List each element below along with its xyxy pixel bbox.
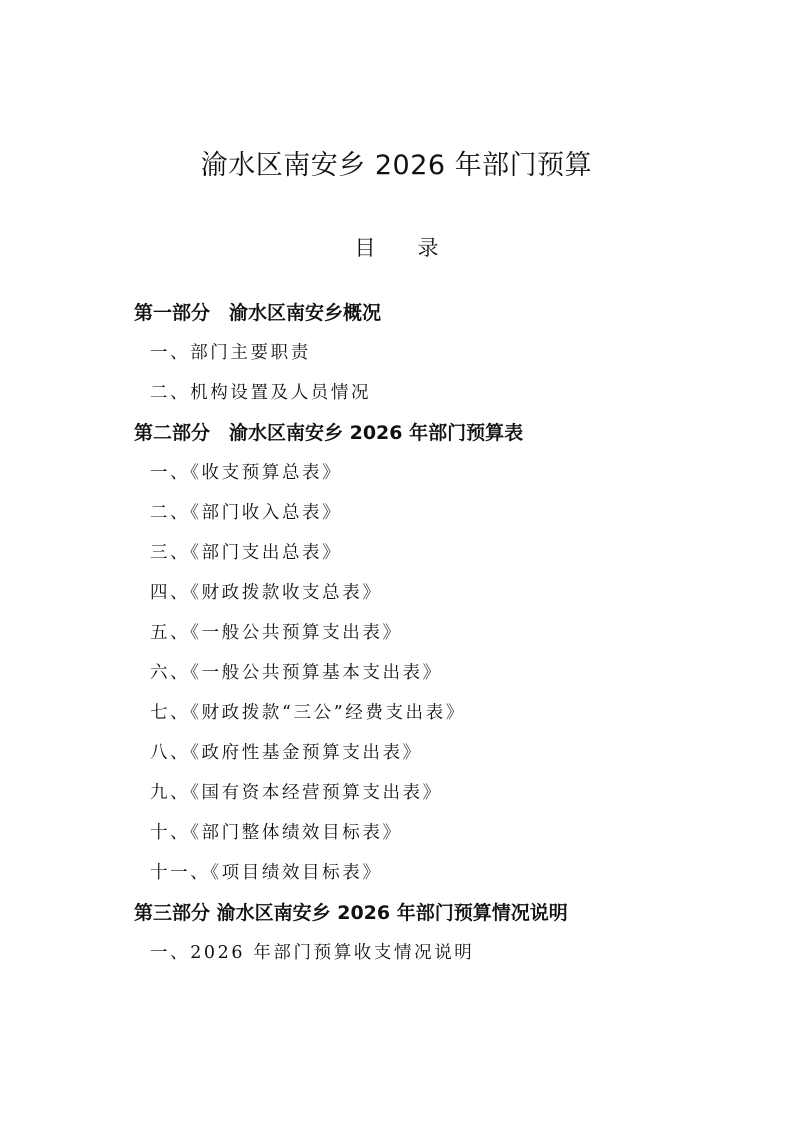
toc-item[interactable]: 三、《部门支出总表》 [150, 543, 343, 563]
toc-item[interactable]: 十一、《项目绩效目标表》 [150, 863, 383, 883]
toc-heading-right: 录 [417, 236, 439, 260]
toc-item[interactable]: 一、2026 年部门预算收支情况说明 [150, 943, 475, 963]
toc-item[interactable]: 八、《政府性基金预算支出表》 [150, 743, 423, 763]
toc-item[interactable]: 一、《收支预算总表》 [150, 463, 343, 483]
toc-item[interactable]: 二、《部门收入总表》 [150, 503, 343, 523]
toc-part-1[interactable]: 第一部分 渝水区南安乡概况 [134, 302, 382, 324]
toc-item[interactable]: 十、《部门整体绩效目标表》 [150, 823, 403, 843]
toc-item[interactable]: 六、《一般公共预算基本支出表》 [150, 663, 443, 683]
toc-item[interactable]: 一、部门主要职责 [150, 343, 311, 363]
toc-item[interactable]: 七、《财政拨款“三公”经费支出表》 [150, 703, 466, 723]
toc-item[interactable]: 二、机构设置及人员情况 [150, 383, 372, 403]
toc-heading-left: 目 [354, 236, 376, 260]
toc-item[interactable]: 九、《国有资本经营预算支出表》 [150, 783, 443, 803]
toc-part-2[interactable]: 第二部分 渝水区南安乡 2026 年部门预算表 [134, 422, 524, 444]
toc-heading [0, 232, 793, 264]
page-title: 渝水区南安乡 2026 年部门预算 [200, 150, 593, 181]
toc-part-3[interactable]: 第三部分 渝水区南安乡 2026 年部门预算情况说明 [134, 902, 568, 924]
toc-item[interactable]: 四、《财政拨款收支总表》 [150, 583, 383, 603]
toc-item[interactable]: 五、《一般公共预算支出表》 [150, 623, 403, 643]
